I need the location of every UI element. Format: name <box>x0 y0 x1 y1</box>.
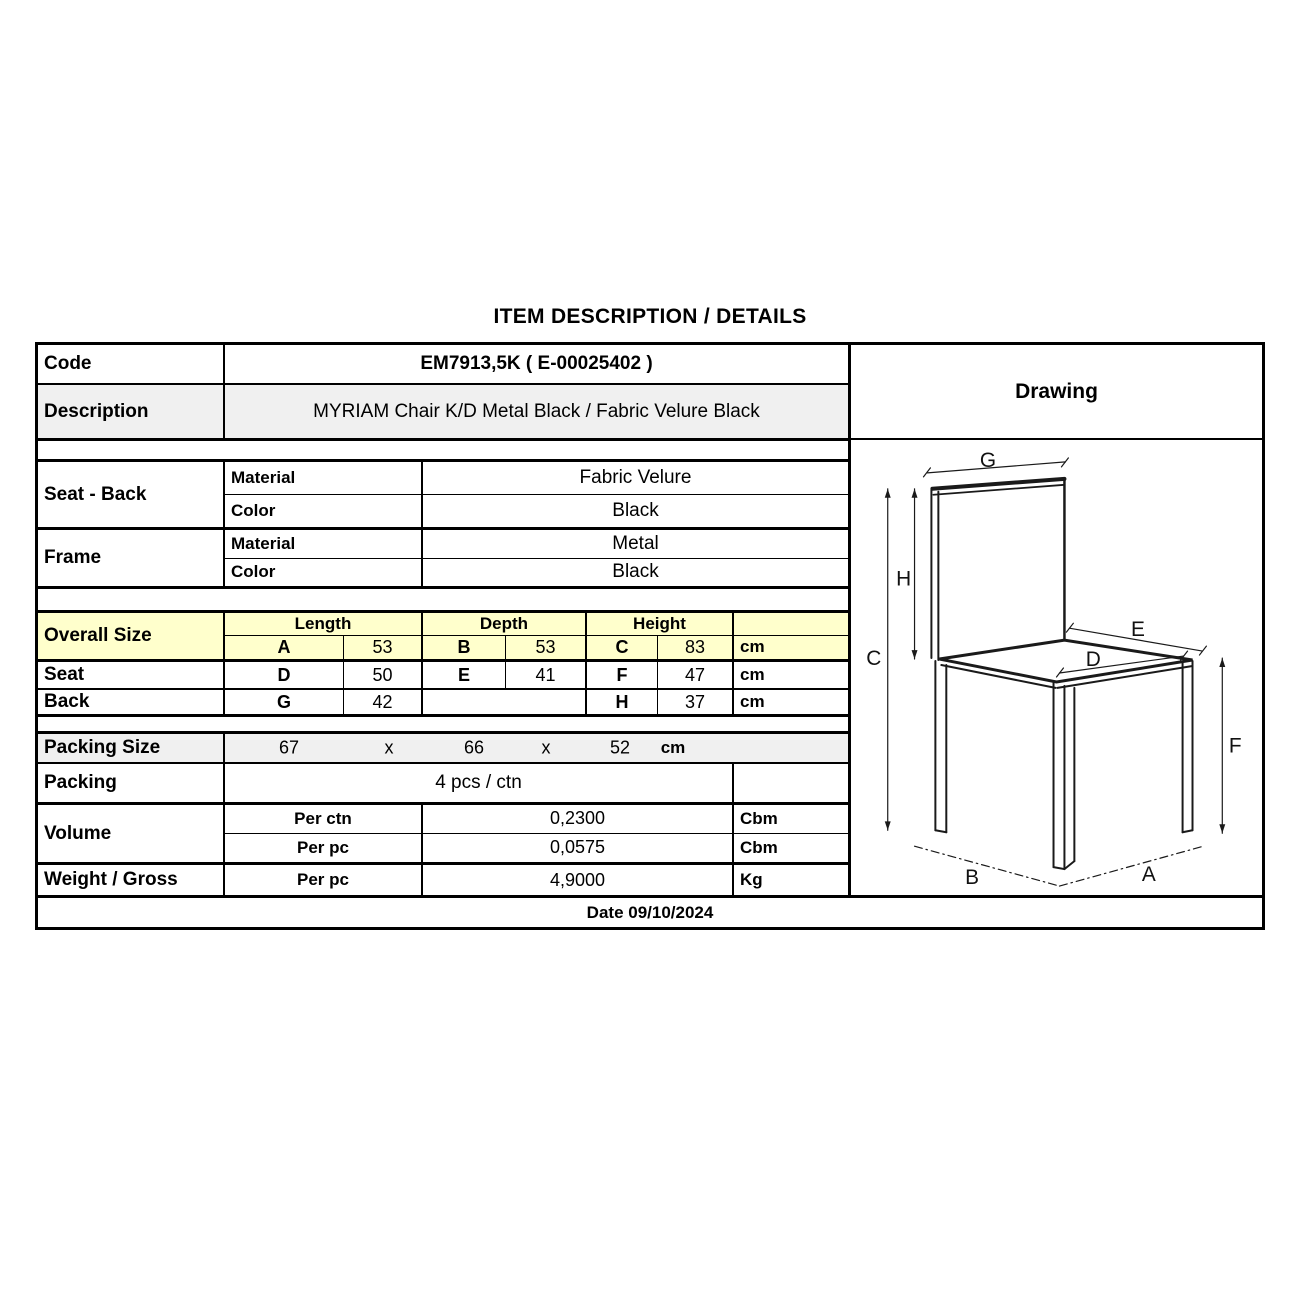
height-header: Height <box>587 613 734 635</box>
arrowhead <box>1219 658 1225 667</box>
overall-size-section <box>38 610 848 659</box>
dim-label-a: A <box>1141 863 1156 887</box>
dim-label-d: D <box>1085 647 1101 672</box>
date-value: Date 09/10/2024 <box>586 902 714 922</box>
packing-size-label: Packing Size <box>38 734 225 762</box>
drawing-column <box>848 345 1262 895</box>
weight-label: Weight / Gross <box>38 865 225 895</box>
spacer-row <box>38 714 848 731</box>
drawing-header: Drawing <box>851 345 1262 440</box>
spec-table <box>35 342 1265 930</box>
arrowhead <box>885 821 891 830</box>
dim-key-e: E <box>423 662 506 688</box>
back-row-label: Back <box>38 690 225 714</box>
volume-per-pc-value: 0,0575 <box>423 834 734 862</box>
back-row-empty-cell <box>423 690 587 714</box>
arrowhead <box>1219 824 1225 833</box>
packing-size-row <box>38 731 848 762</box>
volume-per-pc-row <box>225 833 848 862</box>
seat-back-material-row <box>225 462 848 494</box>
description-row <box>38 383 848 438</box>
dim-value-e: 41 <box>506 662 587 688</box>
packing-size-x1: x <box>384 737 394 758</box>
dim-line-b <box>915 846 1060 886</box>
packing-unit-empty <box>734 764 848 802</box>
dim-value-f: 47 <box>658 662 734 688</box>
seat-top <box>939 640 1192 682</box>
dim-label-b: B <box>965 866 980 890</box>
dim-line-a <box>1059 846 1203 886</box>
left-leg-foot <box>935 830 946 832</box>
dim-label-g: G <box>979 448 997 472</box>
description-label: Description <box>38 385 225 438</box>
color-label: Color <box>225 559 423 587</box>
volume-per-ctn-value: 0,2300 <box>423 805 734 833</box>
frame-label: Frame <box>38 530 225 586</box>
unit-cbm: Cbm <box>740 837 778 857</box>
frame-color-value: Black <box>612 561 659 583</box>
dim-key-a: A <box>225 636 344 659</box>
material-label: Material <box>225 530 423 558</box>
seat-size-row <box>38 659 848 688</box>
code-label: Code <box>38 345 225 383</box>
per-ctn-label: Per ctn <box>225 805 423 833</box>
overall-values-row <box>225 635 848 659</box>
depth-header: Depth <box>423 613 587 635</box>
date-row <box>38 895 1262 927</box>
drawing-area <box>851 440 1262 895</box>
arrowhead <box>912 489 918 498</box>
dim-line-g <box>927 462 1065 473</box>
seat-back-material-value: Fabric Velure <box>579 466 692 488</box>
dim-tick <box>1066 623 1073 632</box>
dim-key-h: H <box>587 690 658 714</box>
dim-value-g: 42 <box>344 690 423 714</box>
dim-value-c: 83 <box>658 636 734 659</box>
material-label: Material <box>225 462 423 494</box>
dim-value-d: 50 <box>344 662 423 688</box>
page-title: ITEM DESCRIPTION / DETAILS <box>493 305 807 328</box>
weight-per-pc-label: Per pc <box>225 865 423 895</box>
code-value: EM7913,5K ( E-00025402 ) <box>420 353 653 374</box>
seat-back-label: Seat - Back <box>38 462 225 527</box>
unit-cbm: Cbm <box>740 808 778 828</box>
dim-key-c: C <box>587 636 658 659</box>
seat-back-section <box>38 459 848 527</box>
frame-material-row <box>225 530 848 558</box>
spacer-row <box>38 586 848 610</box>
seat-row-label: Seat <box>38 662 225 688</box>
spacer-row <box>38 438 848 459</box>
unit-cm: cm <box>740 665 765 684</box>
spec-table-left <box>38 345 848 895</box>
volume-section <box>38 802 848 862</box>
dim-label-e: E <box>1130 618 1145 642</box>
description-value: MYRIAM Chair K/D Metal Black / Fabric Velure Black <box>313 400 760 422</box>
code-row <box>38 345 848 383</box>
right-leg-foot <box>1183 830 1193 832</box>
unit-cm: cm <box>740 692 765 711</box>
arrowhead <box>885 489 891 498</box>
packing-size-v1: 67 <box>278 737 300 758</box>
overall-size-label: Overall Size <box>38 613 225 659</box>
volume-label: Volume <box>38 805 225 862</box>
frame-color-row <box>225 558 848 587</box>
packing-size-v3: 52 <box>609 737 631 758</box>
dim-key-b: B <box>423 636 506 659</box>
backrest-top-edge <box>932 479 1064 489</box>
packing-size-x2: x <box>541 737 551 758</box>
size-header-row <box>225 613 848 635</box>
per-pc-label: Per pc <box>225 834 423 862</box>
arrowhead <box>912 650 918 659</box>
weight-row <box>38 862 848 895</box>
dim-label-h: H <box>896 567 912 591</box>
dim-label-c: C <box>866 646 882 671</box>
frame-material-value: Metal <box>612 532 659 554</box>
packing-label: Packing <box>38 764 225 802</box>
dim-label-f: F <box>1228 734 1242 758</box>
unit-kg: Kg <box>740 870 763 889</box>
volume-per-ctn-row <box>225 805 848 833</box>
frame-section <box>38 527 848 586</box>
packing-value: 4 pcs / ctn <box>225 764 734 802</box>
packing-size-values <box>225 734 848 762</box>
dim-key-d: D <box>225 662 344 688</box>
dim-key-g: G <box>225 690 344 714</box>
unit-header-cell <box>734 613 848 635</box>
packing-size-unit: cm <box>660 738 686 757</box>
back-size-row <box>38 688 848 714</box>
unit-cm: cm <box>740 637 765 657</box>
dim-key-f: F <box>587 662 658 688</box>
chair-drawing <box>851 440 1262 895</box>
dim-value-h: 37 <box>658 690 734 714</box>
length-header: Length <box>225 613 423 635</box>
weight-value: 4,9000 <box>423 865 734 895</box>
dim-value-a: 53 <box>344 636 423 659</box>
packing-size-v2: 66 <box>463 737 485 758</box>
seat-back-color-value: Black <box>612 499 659 521</box>
dim-value-b: 53 <box>506 636 587 659</box>
packing-row <box>38 762 848 802</box>
seat-back-color-row <box>225 494 848 527</box>
color-label: Color <box>225 495 423 527</box>
